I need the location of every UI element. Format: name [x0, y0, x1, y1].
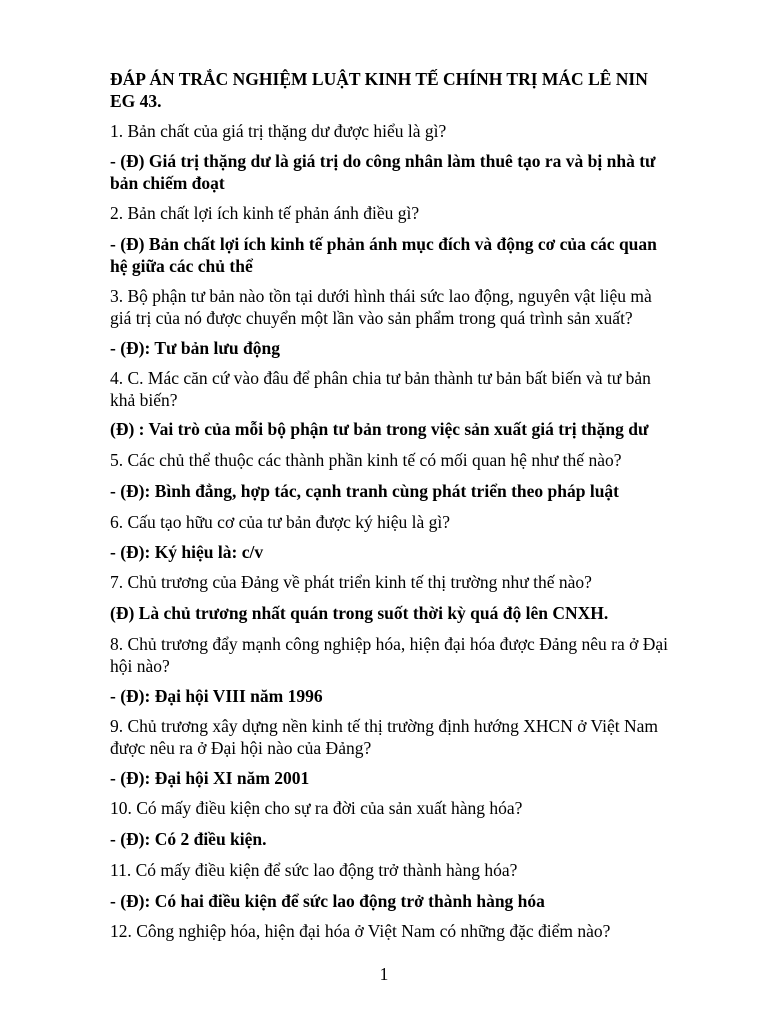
- answer-11: - (Đ): Có hai điều kiện để sức lao động trở thành hàng hóa: [110, 891, 545, 911]
- answer-2: - (Đ) Bản chất lợi ích kinh tế phản ánh mục đích và động cơ của các quan hệ giữa các chủ thể: [110, 234, 657, 276]
- answer-3: - (Đ): Tư bản lưu động: [110, 338, 280, 358]
- title-line-1: ĐÁP ÁN TRẮC NGHIỆM LUẬT KINH TẾ CHÍNH TRỊ MÁC LÊ NIN: [110, 69, 648, 89]
- title-line-2: EG 43.: [110, 91, 162, 111]
- answer-9: - (Đ): Đại hội XI năm 2001: [110, 768, 310, 788]
- document-title: [110, 68, 680, 112]
- question-7: 7. Chủ trương của Đảng về phát triển kinh tế thị trường như thế nào?: [110, 572, 592, 592]
- answer-10: - (Đ): Có 2 điều kiện.: [110, 829, 267, 849]
- question-3: 3. Bộ phận tư bản nào tồn tại dưới hình thái sức lao động, nguyên vật liệu mà giá trị của nó được chuyển một lần vào sản phẩm trong quá trình sản xuất?: [110, 286, 652, 328]
- answer-8: - (Đ): Đại hội VIII năm 1996: [110, 686, 323, 706]
- question-10: 10. Có mấy điều kiện cho sự ra đời của sản xuất hàng hóa?: [110, 798, 523, 818]
- question-2: 2. Bản chất lợi ích kinh tế phản ánh điều gì?: [110, 203, 420, 223]
- question-1: 1. Bản chất của giá trị thặng dư được hiểu là gì?: [110, 121, 447, 141]
- question-5: 5. Các chủ thể thuộc các thành phần kinh tế có mối quan hệ như thế nào?: [110, 450, 622, 470]
- question-8: 8. Chủ trương đẩy mạnh công nghiệp hóa, hiện đại hóa được Đảng nêu ra ở Đại hội nào?: [110, 634, 668, 676]
- page-number: 1: [379, 964, 389, 984]
- question-4: 4. C. Mác căn cứ vào đâu để phân chia tư bản thành tư bản bất biến và tư bản khả biến?: [110, 368, 651, 410]
- answer-4: (Đ) : Vai trò của mỗi bộ phận tư bản trong việc sản xuất giá trị thặng dư: [110, 419, 649, 439]
- answer-6: - (Đ): Ký hiệu là: c/v: [110, 542, 264, 562]
- question-9: 9. Chủ trương xây dựng nền kinh tế thị trường định hướng XHCN ở Việt Nam được nêu ra ở Đại hội nào của Đảng?: [110, 716, 658, 758]
- answer-7: (Đ) Là chủ trương nhất quán trong suốt thời kỳ quá độ lên CNXH.: [110, 603, 609, 623]
- question-12: 12. Công nghiệp hóa, hiện đại hóa ở Việt Nam có những đặc điểm nào?: [110, 921, 611, 941]
- answer-5: - (Đ): Bình đẳng, hợp tác, cạnh tranh cùng phát triển theo pháp luật: [110, 481, 620, 501]
- question-6: 6. Cấu tạo hữu cơ của tư bản được ký hiệu là gì?: [110, 512, 450, 532]
- question-11: 11. Có mấy điều kiện để sức lao động trở thành hàng hóa?: [110, 860, 518, 880]
- answer-1: - (Đ) Giá trị thặng dư là giá trị do công nhân làm thuê tạo ra và bị nhà tư bản chiếm đoạt: [110, 151, 656, 193]
